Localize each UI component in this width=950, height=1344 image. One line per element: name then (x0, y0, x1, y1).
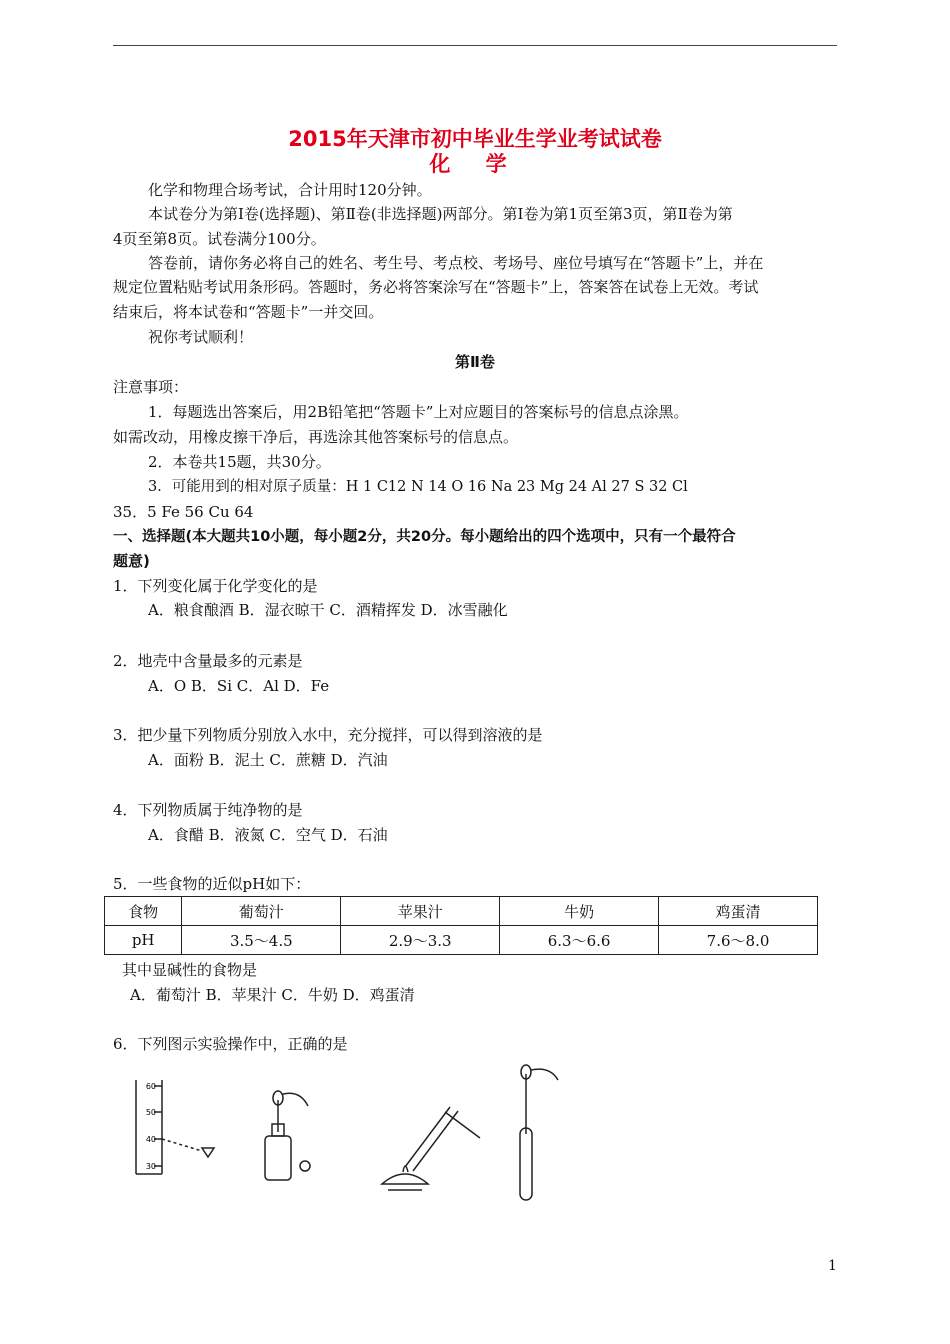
q3-stem: 3．把少量下列物质分别放入水中，充分搅拌，可以得到溶液的是 (113, 726, 543, 744)
exam-title: 2015年天津市初中毕业生学业考试试卷 (288, 127, 662, 151)
table-cell: pH (105, 926, 182, 955)
scale-label: 50 (145, 1108, 156, 1117)
dropper-test-tube-illustration (520, 1065, 558, 1200)
table-row (105, 926, 818, 955)
cylinder-reading-illustration (136, 1080, 214, 1174)
table-row (105, 897, 818, 926)
dropper-bottle-illustration (265, 1091, 310, 1180)
page-number: 1 (828, 1258, 837, 1274)
note-2: 2．本卷共15题，共30分。 (148, 453, 331, 471)
q2-stem: 2．地壳中含量最多的元素是 (113, 652, 303, 670)
header-rule (113, 45, 837, 46)
table-cell: 6.3～6.6 (500, 926, 659, 955)
q4-options: A．食醋 B．液氮 C．空气 D．石油 (148, 826, 388, 844)
part1-heading-b: 题意) (113, 552, 150, 570)
q5-stem: 5．一些食物的近似pH如下： (113, 875, 311, 893)
table-header-cell: 食物 (105, 897, 182, 926)
subject-title: 化 学 (429, 152, 521, 176)
q5-follow: 其中显碱性的食物是 (122, 961, 258, 979)
table-header-cell: 牛奶 (500, 897, 659, 926)
intro-p2a: 本试卷分为第Ⅰ卷(选择题)、第Ⅱ卷(非选择题)两部分。第Ⅰ卷为第1页至第3页，第Ⅱ卷为第 (148, 205, 733, 223)
intro-p3a: 答卷前，请你务必将自己的姓名、考生号、考点校、考场号、座位号填写在“答题卡”上，并在 (148, 254, 764, 272)
q1-options: A．粮食酿酒 B．湿衣晾干 C．酒精挥发 D．冰雪融化 (148, 601, 508, 619)
section-title: 第Ⅱ卷 (455, 353, 495, 371)
q1-stem: 1．下列变化属于化学变化的是 (113, 577, 318, 595)
note-3a: 3．可能用到的相对原子质量：H 1 C12 N 14 O 16 Na 23 Mg 24 Al 27 S 32 Cl (148, 479, 688, 495)
ph-table (104, 896, 818, 955)
scale-label: 40 (145, 1135, 156, 1144)
q5-options: A．葡萄汁 B．苹果汁 C．牛奶 D．鸡蛋清 (130, 986, 415, 1004)
intro-p2b: 4页至第8页。试卷满分100分。 (113, 230, 326, 248)
note-1a: 1．每题选出答案后，用2B铅笔把“答题卡”上对应题目的答案标号的信息点涂黑。 (148, 403, 689, 421)
notes-heading: 注意事项： (113, 378, 189, 396)
note-3b: 35．5 Fe 56 Cu 64 (113, 503, 254, 521)
intro-p1: 化学和物理合场考试，合计用时120分钟。 (148, 181, 432, 199)
intro-p4: 祝你考试顺利！ (148, 328, 254, 346)
lab-operations-figure (120, 1062, 590, 1207)
q2-options: A．O B．Si C．Al D．Fe (148, 677, 330, 695)
q4-stem: 4．下列物质属于纯净物的是 (113, 801, 303, 819)
table-cell: 2.9～3.3 (341, 926, 500, 955)
intro-p3c: 结束后，将本试卷和“答题卡”一并交回。 (113, 303, 384, 321)
q3-options: A．面粉 B．泥土 C．蔗糖 D．汽油 (148, 751, 388, 769)
part1-heading-a: 一、选择题(本大题共10小题，每小题2分，共20分。每小题给出的四个选项中，只有一个最符合 (113, 529, 736, 545)
heating-test-tube-illustration (382, 1107, 480, 1190)
table-header-cell: 葡萄汁 (182, 897, 341, 926)
note-1b: 如需改动，用橡皮擦干净后，再选涂其他答案标号的信息点。 (113, 428, 519, 446)
intro-p3b: 规定位置粘贴考试用条形码。答题时，务必将答案涂写在“答题卡”上，答案答在试卷上无效。考试 (113, 278, 759, 296)
table-header-cell: 鸡蛋清 (659, 897, 818, 926)
table-cell: 7.6～8.0 (659, 926, 818, 955)
table-cell: 3.5～4.5 (182, 926, 341, 955)
q6-stem: 6．下列图示实验操作中，正确的是 (113, 1035, 348, 1053)
scale-label: 30 (145, 1162, 156, 1171)
scale-label: 60 (145, 1082, 156, 1091)
table-header-cell: 苹果汁 (341, 897, 500, 926)
